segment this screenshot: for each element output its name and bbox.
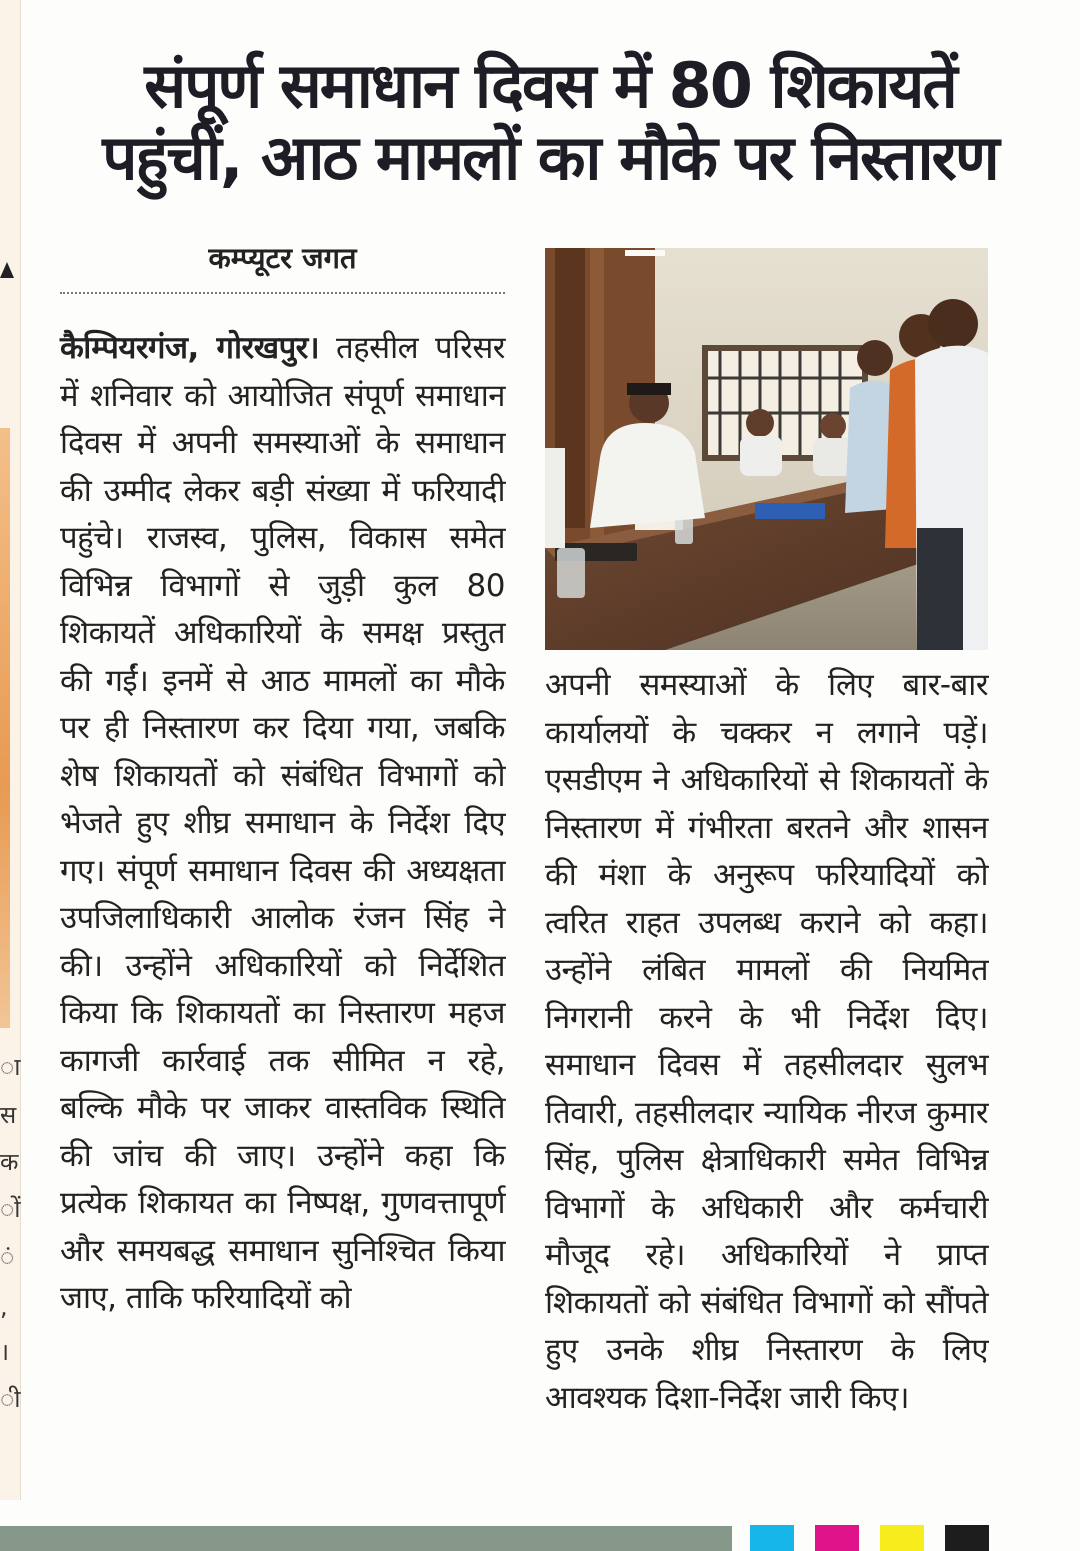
article-column-left [60,325,505,1323]
adjacent-page-color-band [0,428,10,1028]
adjacent-text-fragment: ों [0,1195,21,1223]
adjacent-page-strip [0,0,21,1500]
registration-swatch-yellow [880,1525,924,1551]
adjacent-text-fragment: स [0,1101,17,1129]
adjacent-text-fragment: ं [0,1243,15,1271]
registration-swatch-black [945,1525,989,1551]
adjacent-text-fragment: । [0,1338,10,1366]
headline-line: संपूर्ण समाधान दिवस में 80 शिकायतें [144,49,956,122]
news-photo [545,248,988,650]
page-footer-bar [0,1526,732,1551]
triangle-icon [0,262,14,278]
headline [40,50,1060,194]
office-meeting-photo [545,248,988,650]
dateline: कैम्पियरगंज, गोरखपुर। [60,330,320,366]
adjacent-text-fragment: , [0,1293,8,1321]
headline-line: पहुंचीं, आठ मामलों का मौके पर निस्तारण [102,121,998,194]
registration-swatch-cyan [750,1525,794,1551]
article-column-right: अपनी समस्याओं के लिए बार-बार कार्यालयों के चक्कर न लगाने पड़ें। एसडीएम ने अधिकारियों से शिकायतों के निस्तारण में गंभीरता बरतने और शासन की मंशा के अनुरूप फरियादियों को त्वरित राहत उपलब्ध कराने को कहा। उन्होंने लंबित मामलों की नियमित निगरानी करने के भी निर्देश दिए। समाधान दिवस में तहसीलदार सुलभ तिवारी, तहसीलदार न्यायिक नीरज कुमार सिंह, पुलिस क्षेत्राधिकारी समेत विभिन्न विभागों के अधिकारी और कर्मचारी मौजूद रहे। अधिकारियों ने प्राप्त शिकायतों को संबंधित विभागों को सौंपते हुए उनके शीघ्र निस्तारण के लिए आवश्यक दिशा-निर्देश जारी किए। [545,667,988,1416]
adjacent-text-fragment: ा [0,1053,21,1081]
byline: कम्प्यूटर जगत [208,241,357,275]
registration-swatch-magenta [815,1525,859,1551]
byline-divider [60,292,505,294]
adjacent-text-fragment: क [0,1148,19,1176]
adjacent-text-fragment: ी [0,1385,21,1413]
article-body-left: तहसील परिसर में शनिवार को आयोजित संपूर्ण समाधान दिवस में अपनी समस्याओं के समाधान की उम्मीद लेकर बड़ी संख्या में फरियादी पहुंचे। राजस्व, पुलिस, विकास समेत विभिन्न विभागों से जुड़ी कुल 80 शिकायतें अधिकारियों के समक्ष प्रस्तुत की गईं। इनमें से आठ मामलों का मौके पर ही निस्तारण कर दिया गया, जबकि शेष शिकायतों को संबंधित विभागों को भेजते हुए शीघ्र समाधान के निर्देश दिए गए। संपूर्ण समाधान दिवस की अध्यक्षता उपजिलाधिकारी आलोक रंजन सिंह ने की। उन्होंने अधिकारियों को निर्देशित किया कि शिकायतों का निस्तारण महज कागजी कार्रवाई तक सीमित न रहे, बल्कि मौके पर जाकर वास्तविक स्थिति की जांच की जाए। उन्होंने कहा कि प्रत्येक शिकायत का निष्पक्ष, गुणवत्तापूर्ण और समयबद्ध समाधान सुनिश्चित किया जाए, ताकि फरियादियों को [60,330,505,1316]
